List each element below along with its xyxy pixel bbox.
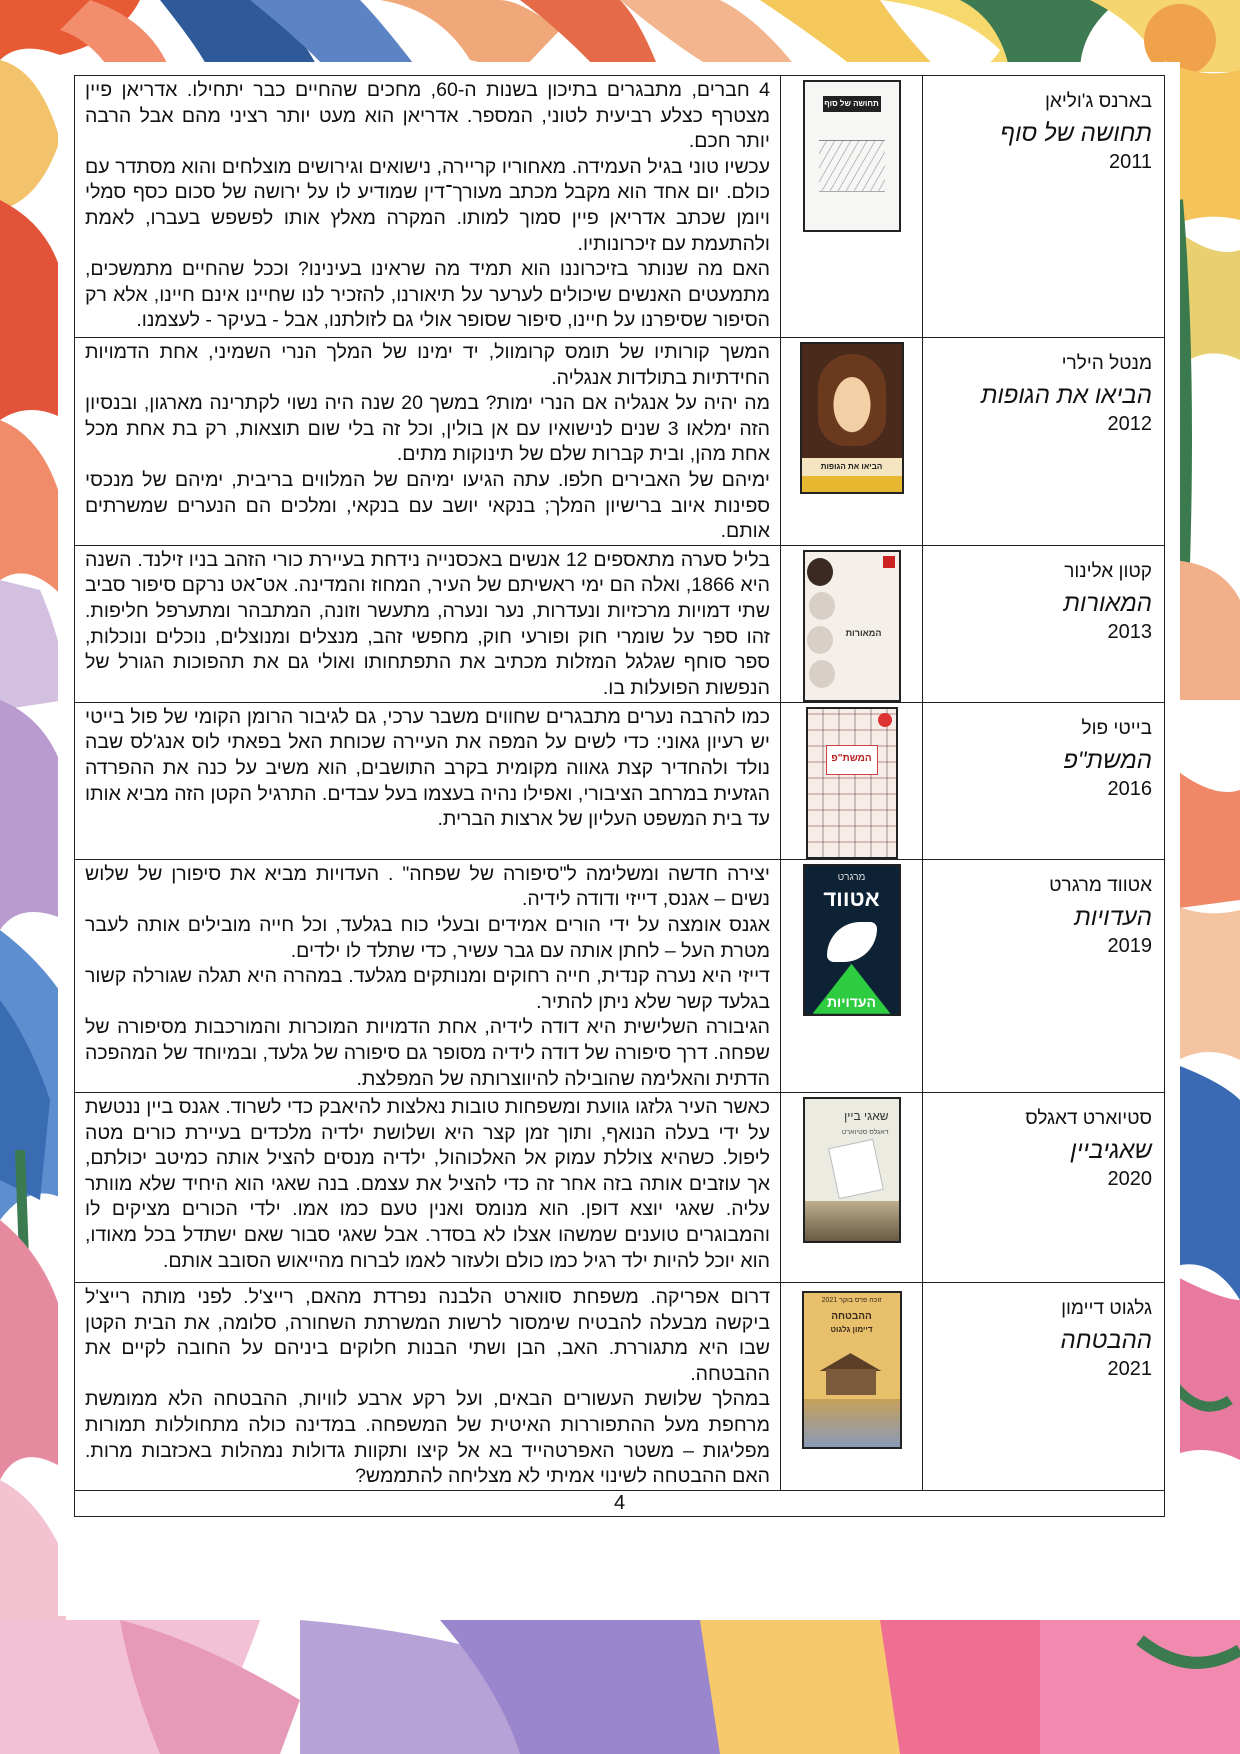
book-meta-cell — [923, 1283, 1165, 1491]
book-cover-cell — [781, 1093, 923, 1283]
page-number-row — [75, 1490, 1165, 1516]
book-description-paragraph: כאשר העיר גלזגו גוועת ומשפחות טובות נאלצות להיאבק כדי לשרוד. אגנס ביין ננטשת על ידי בעלה הנואף, ותוך זמן קצר היא ושלושת ילדיה מלכדים בעיירת כורים מטה ליפול. כשהיא צוללת עמוק אל האלכוהול, ילדיה מנסים להציל אותה כמיטב יכולתם, אך עוזבים אותה בזה אחר זה כדי להציל את עצמם. בנה שאגי הוא היחיד שלא מוותר עליה. שאגי יוצא דופן. הוא מנומס ואנין טעם כמו אמו. ילדי הכורים מציקים לו והמבוגרים טוענים שמשהו אצלו לא בסדר. אבל שאגי סבור שאם ישתדל בכל מאודו, הוא יוכל להיות ילד רגיל כמו כולם ולעזור לאמו לברוח מהייאוש הסובב אותם. — [85, 1096, 770, 1272]
book-meta-cell — [923, 702, 1165, 859]
book-description-paragraph: הגיבורה השלישית היא דודה לידיה, אחת הדמויות המוכרות והמורכבות מסיפורה של שפחה. דרך סיפורה של דודה לידיה מסופר גם סיפורה של גלעד, ובמיוחד של המהפכה הדתית והאלימה שהובילה להיווצרותה של המפלצת. — [85, 1016, 770, 1090]
cover-title: הביאו את הגופות — [820, 462, 883, 471]
book-cover-sense-of-an-ending — [803, 80, 901, 232]
book-year: 2013 — [1107, 620, 1152, 643]
cover-author-last: אטווד — [823, 885, 880, 911]
book-cover-bring-up-the-bodies — [800, 342, 904, 494]
cover-paper-shape — [828, 1139, 884, 1199]
book-description-cell — [75, 338, 781, 546]
book-title: ההבטחה — [1060, 1327, 1152, 1355]
cover-award-text: זוכה פרס בוקר 2021 — [821, 1297, 882, 1305]
book-description-paragraph: יצירה חדשה ומשלימה ל"סיפורה של שפחה" . העדויות מביא את סיפורן של שלוש נשים – אגנס, דייזי ודודה לידיה. — [85, 862, 770, 911]
cover-field — [804, 1399, 900, 1447]
book-description-cell — [75, 76, 781, 338]
book-year: 2011 — [1108, 151, 1152, 173]
book-description-cell — [75, 859, 781, 1092]
book-author: אטווד מרגרט — [1049, 874, 1152, 896]
cover-author: דאגלס סטיוארט — [841, 1129, 889, 1137]
cover-bonnet — [827, 922, 877, 962]
book-cover-cell — [781, 859, 923, 1092]
book-description-paragraph: עכשיו טוני בגיל העמידה. מאחוריו קריירה, נישואים וגירושים מוצלחים והוא מסתדר עם כולם. יום אחד הוא מקבל מכתב מעורך־דין שמודיע לו על ירושה של סכום כסף סמלי ויומן שכתב אדריאן פיין סמוך למותו. המקרה מאלץ אותו לפשפש בעברו, לאמת ולהתעמת עם זיכרונותיו. — [85, 155, 770, 255]
cover-moon — [809, 592, 835, 620]
book-cover-cell — [781, 1283, 923, 1491]
book-cover-the-sellout — [806, 707, 898, 859]
book-description-paragraph: אגנס אומצה על ידי הורים אמידים ובעלי כוח בגלעד, וכל חייה מובילים אותה לעבר מטרת העל – לחתן אותה עם גבר עשיר, כדי שתלד לו ילדים. — [85, 913, 770, 962]
book-meta-cell — [923, 1093, 1165, 1283]
book-description-cell — [75, 702, 781, 859]
cover-author-first: מרגרט — [837, 871, 866, 883]
book-description-paragraph: בליל סערה מתאספים 12 אנשים באכסנייה נידחת בעיירת כורי הזהב בניו זילנד. השנה היא 1866, ואלה הם ימי ראשיתם של העיר, המחוז והמדינה. אט־אט נרקם סיפור סביב שתי דמויות מרכזיות ונעדרות, נער ונערה, מתעשר וזונה, המתבהר ומתערפל חליפות. זהו ספר על שומרי חוק ופורעי חוק, מחפשי זהב, מנצלים ומנוצלים, נוכלים ונוכלות, ספר סוחף שגלגל המזלות מכתיב את התפתחותו ואולי גם את תהפוכות הגורל של הנפשות הפועלות בו. — [85, 548, 770, 699]
book-meta-cell — [923, 545, 1165, 702]
book-meta-cell — [923, 859, 1165, 1092]
book-title: הביאו את הגופות — [980, 382, 1152, 409]
book-title: תחושה של סוף — [1000, 120, 1152, 147]
book-year: 2019 — [1107, 934, 1152, 957]
cover-gold-strip — [802, 476, 902, 492]
book-cover-cell — [781, 545, 923, 702]
book-description-paragraph: כמו להרבה נערים מתבגרים שחווים משבר ערכי, גם לגיבור הרומן הקומי של פול בייטי יש רעיון גאוני: כדי לשים על המפה את העיירה שכוחת האל בפאתי לוס אנג'לס שבה נולד ולהחדיר קצת גאווה מקומית בקרב התושבים, הוא משיב על כנה את ההפרדה הגזעית במרחב הציבורי, ואפילו נהיה בעצמו בעל עבדים. התרגיל הקטן הזה מביא אותו עד בית המשפט העליון של ארצות הברית. — [85, 705, 770, 831]
book-row — [75, 702, 1165, 859]
book-meta-cell — [923, 338, 1165, 546]
book-row — [75, 76, 1165, 338]
book-cover-the-testaments — [803, 864, 901, 1016]
book-cover-cell — [781, 338, 923, 546]
book-cover-the-promise — [802, 1291, 902, 1449]
book-year: 2012 — [1107, 413, 1152, 435]
books-table — [74, 75, 1165, 1517]
book-description-paragraph: האם מה שנותר בזיכרוננו הוא תמיד מה שראינו בעינינו? וככל שהחיים מתמשכים, מתמעטים האנשים שיכולים לערער על תיאורנו, להזכיר לנו שחיינו אינם חיינו, אלא רק הסיפור שסיפרנו על חיינו, סיפור שסופר אולי גם לזולתנו, אבל - בעיקר - לעצמנו. — [85, 258, 770, 332]
cover-landscape — [805, 1201, 899, 1241]
cover-sketch — [819, 140, 885, 192]
book-author: בייטי פול — [1081, 717, 1152, 739]
cover-badge — [878, 713, 892, 727]
book-year: 2020 — [1107, 1168, 1152, 1191]
book-description-paragraph: דייזי היא נערה קנדית, חייה רחוקים ומנותקים מגלעד. במהרה היא תגלה שגורלה קשור בגלעד קשר שלא ניתן להתיר. — [85, 965, 770, 1013]
cover-moon — [809, 660, 835, 688]
cover-title: המשת"פ — [831, 752, 872, 764]
book-description-paragraph: במהלך שלושת העשורים הבאים, ועל רקע ארבע לוויות, ההבטחה הלא ממומשת מרחפת מעל ההתפוררות האיטית של המשפחה. במדינה כולה מתחוללות תמורות מפליגות – משטר האפרטהייד בא אל קיצו ותקוות גדולות נמהלות באכזבות מרות. האם ההבטחה לשינוי אמיתי לא מצליחה להתממש? — [85, 1388, 770, 1488]
cover-title: ההבטחה — [831, 1311, 872, 1323]
book-description-cell — [75, 545, 781, 702]
book-title: העדויות — [1074, 903, 1152, 931]
book-cover-cell — [781, 76, 923, 338]
book-row — [75, 545, 1165, 702]
cover-house — [826, 1369, 876, 1395]
book-row — [75, 859, 1165, 1092]
book-title: שאגיביין — [1070, 1137, 1152, 1165]
page-number: 4 — [75, 1490, 1165, 1516]
book-row — [75, 1093, 1165, 1283]
cover-title: העדויות — [827, 993, 876, 1010]
book-year: 2016 — [1107, 777, 1152, 800]
book-description-paragraph: מה יהיה על אנגליה אם הנרי ימות? במשך 20 שנה היה נשוי לקתרינה מארגון, ובנסיון הזה ימלאו 3 שנים לנישואיו עם אן בולין, וכל זה בלי שום תוצאות, רק בת אחת מכל אחת מהן, ובית קברות שלם של תינוקות מתים. — [85, 392, 770, 466]
cover-title: המאורות — [845, 627, 882, 638]
cover-author: דיימון גלגוט — [830, 1325, 873, 1335]
cover-portrait — [818, 354, 886, 446]
book-meta-cell — [923, 76, 1165, 338]
book-row — [75, 1283, 1165, 1491]
cover-title: שאגי ביין — [844, 1109, 889, 1124]
book-title: המאורות — [1063, 589, 1152, 617]
book-row — [75, 338, 1165, 546]
book-author: סטיוארט דאגלס — [1025, 1108, 1152, 1130]
book-year: 2021 — [1107, 1358, 1152, 1381]
book-description-paragraph: המשך קורותיו של תומס קרומוול, יד ימינו של המלך הנרי השמיני, אחת הדמויות החידתיות בתולדות אנגליה. — [85, 341, 770, 389]
book-author: בארנס ג'וליאן — [1044, 91, 1152, 112]
book-description-paragraph: ימיהם של האבירים חלפו. עתה הגיעו ימיהם של המלווים בריבית, ימיהם של מנכסי ספינות איוב ברישיון המלך; בנקאי יושב עם בנקאי, ומלכים הם הנערים שמשרתים אותם. — [85, 468, 770, 543]
book-description-paragraph: דרום אפריקה. משפחת סווארט הלבנה נפרדת מהאם, רייצ'ל. לפני מותה רייצ'ל ביקשה מבעלה להבטיח שימסור לרשות המשרתת השחורה, סלומה, את הבית הקטן שבו היא מתגוררת. האב, הבן ושתי הבנות חלוקים ביניהם על החובה לקיים את ההבטחה. — [85, 1286, 770, 1385]
cover-moon — [807, 558, 833, 586]
book-cover-shuggie-bain — [803, 1097, 901, 1243]
books-table-body — [75, 76, 1165, 1517]
book-description-cell — [75, 1093, 781, 1283]
book-author: קטון אלינור — [1064, 560, 1152, 582]
book-author: גלגוט דיימון — [1061, 1298, 1152, 1320]
book-author: מנטל הילרי — [1061, 353, 1152, 374]
cover-badge — [883, 556, 895, 568]
book-title: המשת"פ — [1063, 746, 1152, 774]
book-cover-cell — [781, 702, 923, 859]
book-description-paragraph: 4 חברים, מתבגרים בתיכון בשנות ה-60, מחכים שהחיים כבר יתחילו. אדריאן פיין מצטרף כצלע רביעית לטוני, המספר. אדריאן הוא מעט יותר רציני מהם אבל הרבה יותר חכם. — [85, 79, 771, 153]
cover-title: תחושה של סוף — [823, 96, 881, 112]
book-description-cell — [75, 1283, 781, 1491]
book-cover-the-luminaries — [803, 550, 901, 702]
